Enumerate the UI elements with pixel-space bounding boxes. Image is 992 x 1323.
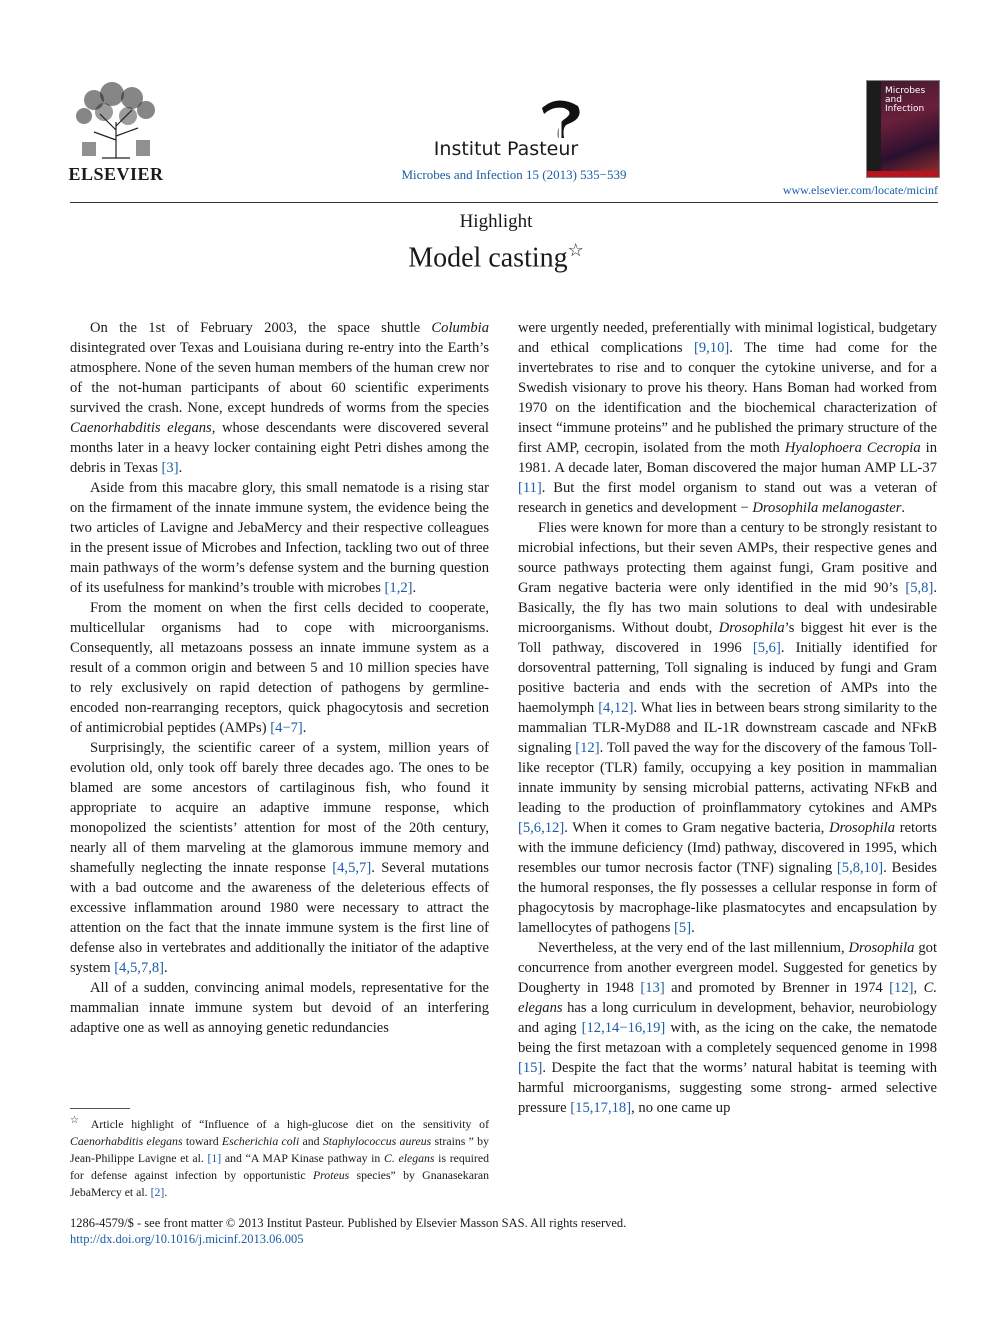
text-run: species” by Gnanasekaran JebaMercy et al.: [70, 1167, 489, 1199]
text-run: and “A MAP Kinase pathway in: [221, 1150, 384, 1165]
citation-link[interactable]: [1,2]: [384, 580, 413, 596]
text-run: . Besides the humoral responses, the fly possesses a cellular response in form of phagocytosis by macrophage-like plasmatocytes and encapsulation by lamellocytes of pathogens: [518, 860, 937, 936]
text-run: and: [299, 1133, 323, 1148]
paragraph: [70, 978, 489, 1038]
italic-term: Proteus: [312, 1167, 350, 1182]
citation-link[interactable]: [12]: [575, 740, 600, 756]
text-run: disintegrated over Texas and Louisiana during re-entry into the Earth’s atmosphere. None of the seven human members of the human crew nor of the not-human participants of about 60 scientific experiments survived the crash. None, except hundreds of worms from the species: [70, 340, 489, 416]
italic-term: C. elegans: [384, 1150, 435, 1165]
elsevier-logo: [68, 80, 164, 184]
journal-reference-link[interactable]: Microbes and Infection 15 (2013) 535−539: [401, 167, 627, 182]
citation-link[interactable]: [13]: [640, 980, 665, 996]
text-run: On the 1st of February 2003, the space shuttle: [90, 320, 432, 336]
text-run: . The time had come for the invertebrates to rise and to conquer the cytokine universe, and for a Swedish visionary to prove his theory. Hans Boman had worked from 1970 on the identification and the biochemical characterization of insect “immune proteins” and he published the primary structure of the first AMP, cecropin, isolated from the moth: [518, 340, 938, 456]
publisher-name: ELSEVIER: [68, 164, 164, 184]
citation-link[interactable]: [5]: [674, 920, 692, 936]
doi-link[interactable]: http://dx.doi.org/10.1016/j.micinf.2013.06.005: [70, 1232, 304, 1246]
copyright-line: 1286-4579/$ - see front matter © 2013 Institut Pasteur. Published by Elsevier Masson SAS. All rights reserved.: [70, 1216, 627, 1230]
pasteur-mark-icon: [538, 98, 584, 140]
text-run: .: [412, 580, 417, 596]
footnote-divider: [70, 1108, 130, 1109]
citation-link[interactable]: [4,5,7]: [332, 860, 372, 876]
cover-title: Microbes and Infection: [885, 86, 926, 114]
citation-link[interactable]: [5,8,10]: [836, 860, 884, 876]
text-run: Article highlight of “Influence of a high-glucose diet on the sensitivity of: [83, 1116, 490, 1131]
italic-term: Drosophila: [848, 940, 915, 956]
text-run: From the moment on when the first cells decided to cooperate, multicellular organisms had to cope with microorganisms. Consequently, all metazoans possess an innate immune system as a result of a common origin and between 5 and 10 million species have to rely exclusively on rapid detection of pathogens by germline-encoded non-rearranging receptors, quick phagocytosis and secretion of antimicrobial peptides (AMPs): [70, 600, 489, 736]
text-run: .: [901, 500, 906, 516]
text-run: .: [164, 1184, 168, 1199]
text-run: got concurrence from another evergreen model. Suggested for genetics by Dougherty in 1948: [518, 940, 937, 996]
journal-url-link[interactable]: www.elsevier.com/locate/micinf: [782, 183, 938, 197]
italic-term: Drosophila: [718, 620, 785, 636]
italic-term: Columbia: [431, 320, 489, 336]
citation-link[interactable]: [4−7]: [270, 720, 303, 736]
text-run: .: [302, 720, 307, 736]
italic-term: Caenorhabditis elegans: [70, 420, 212, 436]
text-run: Flies were known for more than a century to be strongly resistant to microbial infections, but their seven AMPs, their respective genes and source pathways protecting them against fungi, Gram positive and Gram negative bacteria were only identified in the mid 90’s: [518, 520, 937, 596]
elsevier-tree-icon: [72, 80, 160, 160]
citation-link[interactable]: [1]: [207, 1150, 222, 1165]
text-run: , whose descendants were discovered several months later in a heavy locker containing eight Petri dishes among the debris in Texas: [70, 420, 489, 476]
text-run: . What lies in between bears strong similarity to the mammalian TLR-MyD88 and IL-1R downstream cascade and NFκB signaling: [518, 700, 937, 756]
citation-link[interactable]: [15]: [518, 1060, 543, 1076]
text-run: .: [691, 920, 695, 936]
paragraph: [70, 318, 489, 478]
text-run: . Basically, the fly has two main solutions to deal with undesirable microorganisms. Without doubt,: [518, 580, 937, 636]
citation-link[interactable]: [11]: [518, 480, 542, 496]
right-column: [518, 318, 937, 1118]
citation-link[interactable]: [2]: [150, 1184, 165, 1199]
text-run: .: [178, 460, 183, 476]
text-run: retorts with the immune deficiency (Imd) pathway, discovered in 1995, which resembles our tumor necrosis factor (TNF) signaling: [518, 820, 937, 876]
title-footnote-mark[interactable]: ☆: [567, 240, 584, 260]
text-run: with, as the icing on the cake, the nematode being the first metazoan with a completely sequenced genome in 1998: [518, 1020, 937, 1056]
footnote: [70, 1112, 489, 1201]
paragraph: [70, 598, 489, 738]
text-run: . When it comes to Gram negative bacteria,: [564, 820, 830, 836]
citation-link[interactable]: [4,5,7,8]: [114, 960, 165, 976]
text-run: . Initially identified for dorsoventral patterning, Toll signaling is induced by fungi and Gram positive bacteria and ends with the secretion of AMPs into the haemolymph: [518, 640, 937, 716]
text-run: Surprisingly, the scientific career of a system, million years of evolution old, only took off barely three decades ago. The ones to be blamed are some ancestors of cartilaginous fish, who found it appropriate to acquire an adaptive immune response, which monopolized the scientists’ attention for most of the 20th century, nearly all of them marveling at the glamorous immune memory and shamefully neglecting the innate response: [70, 740, 489, 876]
citation-link[interactable]: [12,14−16,19]: [581, 1020, 666, 1036]
text-run: , no one came up: [631, 1100, 731, 1116]
header-divider: [70, 202, 938, 203]
text-run: has a long curriculum in development, behavior, neurobiology and aging: [518, 1000, 937, 1036]
text-run: and promoted by Brenner in 1974: [664, 980, 890, 996]
article-title-text: Model casting: [408, 242, 568, 274]
text-run: in 1981. A decade later, Boman discovered the major human AMP LL-37: [518, 440, 938, 476]
paragraph: [518, 518, 937, 938]
text-run: ,: [913, 980, 924, 996]
text-run: . Despite the fact that the worms’ natural habitat is teeming with harmful microorganisms, suggesting some strong- armed selective pressure: [518, 1060, 937, 1116]
footnote-mark: ☆: [70, 1115, 84, 1126]
citation-link[interactable]: [15,17,18]: [570, 1100, 632, 1116]
citation-link[interactable]: [9,10]: [693, 340, 730, 356]
citation-link[interactable]: [3]: [161, 460, 179, 476]
institut-pasteur-logo: [430, 98, 582, 162]
text-run: were urgently needed, preferentially with minimal logistical, budgetary and ethical complications: [518, 320, 937, 356]
institution-name: Institut Pasteur: [433, 138, 579, 160]
italic-term: Drosophila melanogaster: [752, 500, 902, 516]
text-run: . Toll paved the way for the discovery of the famous Toll- like receptor (TLR) family, occupying a key position in mammalian innate immunity by sensing microbial patterns, activating NFκB and leading to the production of proinflammatory cytokines and AMPs: [518, 740, 937, 816]
text-run: ’s biggest hit ever is the Toll pathway, discovered in 1996: [518, 620, 938, 656]
citation-link[interactable]: [4,12]: [598, 700, 634, 716]
text-run: strains ” by Jean-Philippe Lavigne et al.: [70, 1133, 489, 1165]
text-run: toward: [182, 1133, 222, 1148]
italic-term: C. elegans: [518, 980, 937, 1016]
text-run: is required for defense against infection by opportunistic: [70, 1150, 489, 1182]
article-title: [0, 240, 992, 274]
text-run: . Several mutations with a bad outcome and the awareness of the deleterious effects of excessive inflammation around 1980 were necessary to attract the attention on the fact that the innate immune system is the first line of defense also in vertebrates and additionally the initiator of the adaptive system: [70, 860, 489, 976]
italic-term: Hyalophoera Cecropia: [784, 440, 921, 456]
paragraph: [70, 738, 489, 978]
citation-link[interactable]: [5,6]: [752, 640, 781, 656]
paragraph: [518, 318, 937, 518]
citation-link[interactable]: [5,8]: [905, 580, 934, 596]
paragraph: [70, 478, 489, 598]
left-column: [70, 318, 489, 1038]
section-label: Highlight: [459, 211, 533, 232]
citation-link[interactable]: [5,6,12]: [518, 820, 565, 836]
text-run: . But the first model organism to stand out was a veteran of research in genetics and development −: [518, 480, 937, 516]
italic-term: Caenorhabditis elegans: [70, 1133, 183, 1148]
text-run: Aside from this macabre glory, this small nematode is a rising star on the firmament of the innate immune system, the evidence being the two articles of Lavigne and JebaMercy and their respective colleagues in the present issue of Microbes and Infection, tackling two out of three main pathways of the worm’s defense system and the burning question of its usefulness for mankind’s trouble with microbes: [70, 480, 489, 596]
citation-link[interactable]: [12]: [889, 980, 914, 996]
paragraph: [518, 938, 937, 1118]
italic-term: Escherichia coli: [221, 1133, 300, 1148]
italic-term: Drosophila: [829, 820, 896, 836]
italic-term: Staphylococcus aureus: [322, 1133, 432, 1148]
text-run: Nevertheless, at the very end of the last millennium,: [538, 940, 849, 956]
journal-cover-thumbnail: [866, 80, 940, 178]
cover-side-strip: [867, 81, 881, 171]
text-run: .: [164, 960, 168, 976]
cover-bottom-bar: [867, 171, 939, 177]
text-run: All of a sudden, convincing animal models, representative for the mammalian innate immune system but devoid of an interfering adaptive one as well as annoying genetic redundancies: [70, 980, 489, 1036]
